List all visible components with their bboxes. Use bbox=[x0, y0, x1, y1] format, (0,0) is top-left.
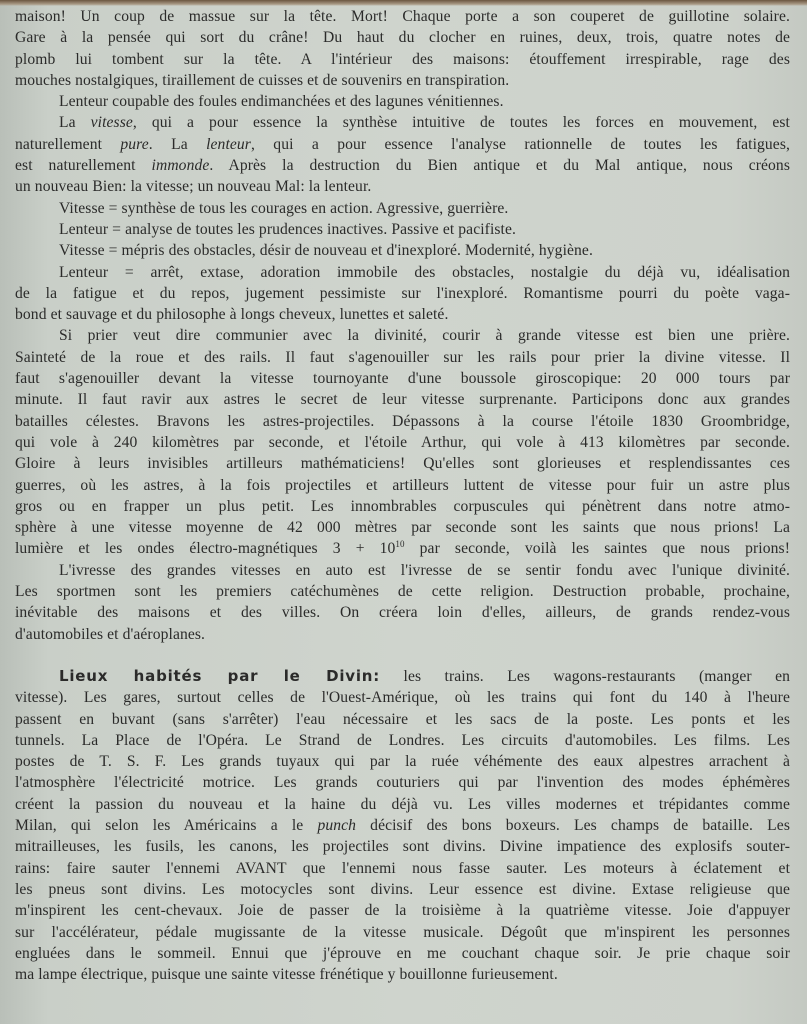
text-line bbox=[15, 943, 790, 964]
text-run: faut s'agenouiller devant la vitesse tournoyante d'une boussole giroscopique: 20 000 tours par bbox=[15, 370, 790, 388]
text-line bbox=[15, 219, 790, 240]
text-run: Vitesse = synthèse de tous les courages en action. Agressive, guerrière. bbox=[59, 199, 509, 217]
text-run: . Après la destruction du Bien antique et du Mal antique, nous créons bbox=[209, 157, 790, 175]
text-run: ma lampe électrique, puisque une sainte vitesse frénétique y bouillonne furieusement. bbox=[15, 966, 558, 984]
body-text-divine-places bbox=[15, 666, 790, 985]
text-line bbox=[15, 517, 790, 538]
text-run: minute. Il faut ravir aux astres le secret de leur vitesse surprenante. Participons donc aux grandes bbox=[15, 391, 790, 409]
text-line bbox=[15, 475, 790, 496]
text-run: d'automobiles et d'aéroplanes. bbox=[15, 625, 206, 643]
text-line bbox=[15, 879, 790, 900]
text-line bbox=[15, 709, 790, 730]
text-run: qui vole à 240 kilomètres par seconde, et l'étoile Arthur, qui vole à 413 kilomètres par seconde. bbox=[15, 433, 790, 451]
text-line bbox=[15, 687, 790, 708]
text-run: sur l'accélérateur, pédale mugissante de la vitesse musicale. Dégoût que m'inspirent les personnes bbox=[15, 923, 790, 941]
text-line bbox=[15, 496, 790, 517]
text-line bbox=[15, 112, 790, 133]
text-run: . La bbox=[148, 135, 207, 153]
text-line bbox=[15, 240, 790, 261]
text-run: Gare à la pensée qui sort du crâne! Du haut du clocher en ruines, deux, trois, quatre notes de bbox=[15, 29, 790, 47]
text-line bbox=[15, 27, 790, 48]
text-line bbox=[15, 347, 790, 368]
text-line bbox=[15, 411, 790, 432]
text-line bbox=[15, 432, 790, 453]
text-run: L'ivresse des grandes vitesses en auto est l'ivresse de se sentir fondu avec l'unique divinité. bbox=[59, 561, 790, 579]
text-run: tunnels. La Place de l'Opéra. Le Strand de Londres. Les circuits d'automobiles. Les films. Les bbox=[15, 731, 790, 749]
text-line bbox=[15, 283, 790, 304]
text-line bbox=[15, 858, 790, 879]
text-line bbox=[15, 368, 790, 389]
text-line bbox=[15, 91, 790, 112]
text-run: maison! Un coup de massue sur la tête. Mort! Chaque porte a son couperet de guillotine solaire. bbox=[15, 8, 790, 25]
text-line bbox=[15, 560, 790, 581]
text-run: naturellement bbox=[15, 135, 121, 153]
emphasis-text: pure bbox=[120, 135, 149, 153]
text-run: mitrailleuses, les fusils, les canons, les projectiles sont divins. Divine impatience des explosifs souter- bbox=[15, 838, 790, 856]
text-line bbox=[15, 730, 790, 751]
text-run: La bbox=[59, 114, 91, 132]
text-run: vitesse). Les gares, surtout celles de l'Ouest-Amérique, où les trains qui font du 140 à l'heure bbox=[15, 689, 790, 707]
text-line bbox=[15, 964, 790, 985]
text-run: Lenteur = analyse de toutes les prudences inactives. Passive et pacifiste. bbox=[59, 220, 516, 238]
text-line bbox=[15, 666, 790, 687]
body-text-speed bbox=[15, 6, 790, 645]
text-run: rains: faire sauter l'ennemi AVANT que l'ennemi nous fasse sauter. Les moteurs à éclatement et bbox=[15, 859, 790, 877]
text-line bbox=[15, 538, 790, 559]
text-run: les trains. Les wagons-restaurants (manger en bbox=[380, 668, 790, 685]
text-line bbox=[15, 262, 790, 283]
text-run: plomb lui tombent sur la tête. A l'intérieur des maisons: étouffement irrespirable, rage des bbox=[15, 50, 790, 68]
text-run: par seconde, voilà les saintes que nous prions! bbox=[404, 540, 790, 558]
text-run: Les sportmen sont les premiers catéchumènes de cette religion. Destruction probable, prochaine, bbox=[15, 583, 790, 601]
text-line bbox=[15, 836, 790, 857]
text-line bbox=[15, 304, 790, 325]
text-line bbox=[15, 155, 790, 176]
text-line bbox=[15, 453, 790, 474]
text-run: Milan, qui selon les Américains a le bbox=[15, 817, 318, 835]
text-run: m'inspirent les cent-chevaux. Joie de passer de la troisième à la quatrième vitesse. Joie d'appuyer bbox=[15, 902, 790, 920]
text-line bbox=[15, 49, 790, 70]
text-run: Sainteté de la roue et des rails. Il faut s'agenouiller sur les rails pour prier la divine vitesse. Il bbox=[15, 348, 790, 366]
text-run: , qui a pour essence l'analyse rationnelle de toutes les fatigues, bbox=[250, 135, 790, 153]
text-line bbox=[15, 325, 790, 346]
text-run: Si prier veut dire communier avec la divinité, courir à grande vitesse est bien une prière. bbox=[59, 327, 790, 345]
text-run: est naturellement bbox=[15, 157, 152, 175]
text-run: postes de T. S. F. Les grands tuyaux qui par la ruée véhémente des eaux alpestres arrachent à bbox=[15, 753, 790, 771]
emphasis-text: immonde bbox=[151, 157, 210, 175]
text-line bbox=[15, 751, 790, 772]
text-run: passent en buvant (sans s'arrêter) l'eau nécessaire et les sacs de la poste. Les ponts et les bbox=[15, 710, 790, 728]
text-line bbox=[15, 6, 790, 27]
emphasis-text: punch bbox=[317, 817, 357, 835]
text-line bbox=[15, 389, 790, 410]
text-line bbox=[15, 815, 790, 836]
text-run: un nouveau Bien: la vitesse; un nouveau Mal: la lenteur. bbox=[15, 178, 372, 196]
text-run: sphère à une vitesse moyenne de 42 000 mètres par seconde sont les saints que nous prions! La bbox=[15, 519, 790, 537]
text-line bbox=[15, 602, 790, 623]
text-line bbox=[15, 581, 790, 602]
text-run: de la fatigue et du repos, jugement pessimiste sur l'inexploré. Romantisme pourri du poète vaga- bbox=[15, 284, 790, 302]
text-run: Lenteur = arrêt, extase, adoration immobile des obstacles, nostalgie du déjà vu, idéalisation bbox=[59, 263, 790, 281]
text-run: batailles célestes. Bravons les astres-projectiles. Dépassons à la course l'étoile 1830 Groombridge, bbox=[15, 412, 790, 430]
text-run: mouches nostalgiques, tiraillement de cuisses et de souvenirs en transpiration. bbox=[15, 71, 510, 89]
text-run: inévitable des maisons et des villes. On créera loin d'elles, ailleurs, de grands rendez-vous bbox=[15, 604, 790, 622]
text-run: guerres, où les astres, à la fois projectiles et artilleurs luttent de vitesse pour fuir un astre plus bbox=[15, 476, 790, 494]
emphasis-text: vitesse bbox=[90, 114, 133, 132]
text-run: décisif des bons boxeurs. Les champs de bataille. Les bbox=[356, 817, 790, 835]
text-line bbox=[15, 900, 790, 921]
text-run: lumière et les ondes électro-magnétiques 3 + 10 bbox=[15, 540, 396, 558]
exponent: 10 bbox=[395, 539, 405, 550]
emphasis-text: lenteur bbox=[206, 135, 251, 153]
text-line bbox=[15, 70, 790, 91]
text-run: bond et sauvage et du philosophe à longs cheveux, lunettes et saleté. bbox=[15, 306, 449, 324]
text-line bbox=[15, 772, 790, 793]
text-run: , qui a pour essence la synthèse intuitive de toutes les forces en mouvement, est bbox=[132, 114, 790, 132]
text-line bbox=[15, 176, 790, 197]
text-line bbox=[15, 624, 790, 645]
text-run: les pneus sont divins. Les motocycles sont divins. Leur essence est divine. Extase religieuse que bbox=[15, 880, 790, 898]
text-line bbox=[15, 922, 790, 943]
text-line bbox=[15, 134, 790, 155]
text-run: Vitesse = mépris des obstacles, désir de nouveau et d'inexploré. Modernité, hygiène. bbox=[59, 242, 593, 260]
text-run: l'atmosphère l'électricité motrice. Les grands couturiers qui par l'invention des modes éphémères bbox=[15, 774, 790, 792]
text-run: engluées dans le sommeil. Ennui que j'éprouve en me couchant chaque soir. Je prie chaque soir bbox=[15, 944, 790, 962]
text-run: créent la passion du nouveau et la haine du déjà vu. Les villes modernes et trépidantes comme bbox=[15, 795, 790, 813]
text-line bbox=[15, 198, 790, 219]
text-run: Gloire à leurs invisibles artilleurs mathématiciens! Qu'elles sont glorieuses et resplendissantes ces bbox=[15, 455, 790, 473]
text-run: Lenteur coupable des foules endimanchées et des lagunes vénitiennes. bbox=[59, 93, 504, 111]
text-run: gros ou en frapper un plus petit. Les innombrables corpuscules qui pénètrent dans notre atmo- bbox=[15, 497, 790, 515]
text-line bbox=[15, 794, 790, 815]
section-heading: Lieux habités par le Divin: bbox=[59, 667, 381, 685]
